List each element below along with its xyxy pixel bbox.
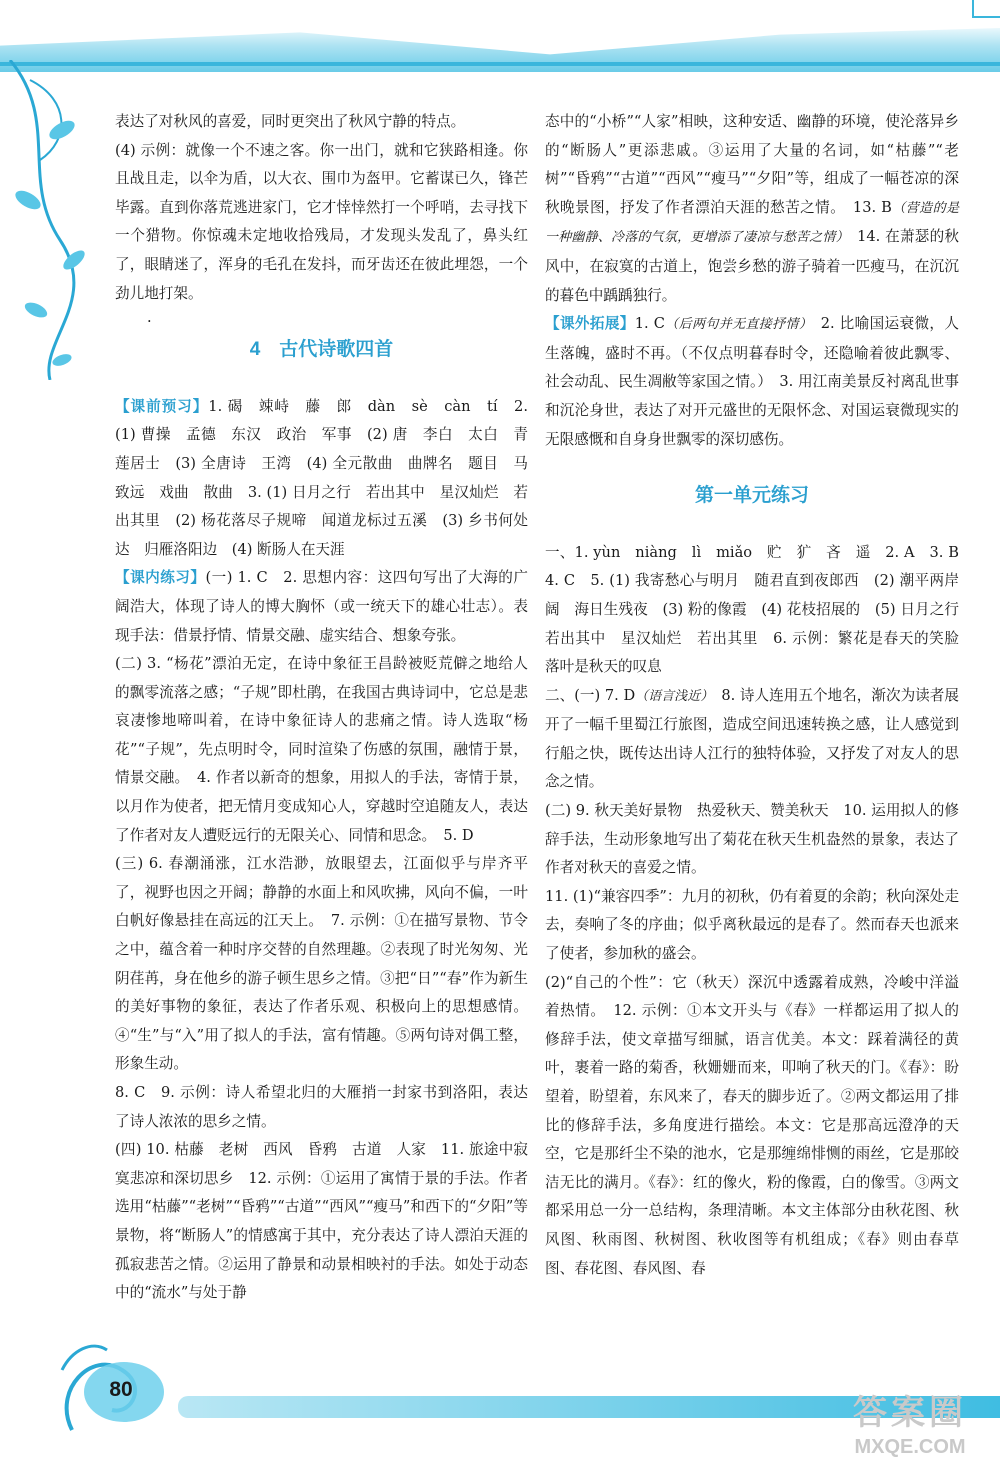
page-number: 80 <box>109 1378 133 1401</box>
header-line <box>0 62 1000 66</box>
class-block <box>115 564 528 650</box>
answer-text: 2. 比喻国运衰微，人生落魄，盛时不再。（不仅点明暮春时令，还隐喻着彼此飘零、社会动乱、民生凋敝等家国之情。） 3. 用江南美景反衬离乱世事和沉沦身世，表达了对开元盛世的无限怀念、对国运衰微现实的无限感慨和自身身世飘零的深切感伤。 <box>545 315 959 448</box>
extension-block <box>545 310 959 454</box>
preview-tag: 【课前预习】 <box>115 398 209 415</box>
class-tag: 【课内练习】 <box>115 570 206 587</box>
corner-mark <box>972 0 1000 18</box>
class-text: (一) 1. C 2. 思想内容：这四句写出了大海的广阔浩大，体现了诗人的博大胸怀（或一统天下的雄心壮志）。表现手法：借景抒情、情景交融、虚实结合、想象夸张。 <box>115 569 528 644</box>
watermark-url: MXQE.COM <box>854 1436 966 1458</box>
paragraph <box>545 682 959 797</box>
answer-text: 14. 在萧瑟的秋风中，在寂寞的古道上，饱尝乡愁的游子骑着一匹瘦马，在沉沉的暮色中踽踽独行。 <box>545 228 959 304</box>
paragraph: 11. (1)“兼容四季”：九月的初秋，仍有着夏的余韵；秋向深处走去，奏响了冬的序曲；似乎离秋最远的是春了。然而春天也派来了使者，参加秋的盛会。 <box>545 887 959 963</box>
paragraph: (二) 3. “杨花”漂泊无定，在诗中象征王昌龄被贬荒僻之地给人的飘零流落之感；“子规”即杜鹃，在我国古典诗词中，它总是悲哀凄惨地啼叫着，在诗中象征诗人的悲痛之情。诗人选取“杨花”“子规”，先点明时令，同时渲染了伤感的氛围，融情于景，情景交融。 4. 作者以新奇的想象，用拟人的手法，寄情于景，以月作为使者，把无情月变成知心人，穿越时空追随友人，表达了作者对友人遭贬远行的无限关心、同情和思念。 5. D <box>115 655 528 844</box>
unit-heading: 第一单元练习 <box>694 485 809 507</box>
dot-mark: · <box>147 313 152 331</box>
answer-text: 1. C <box>634 315 665 333</box>
right-column <box>545 108 974 1283</box>
watermark <box>830 1392 990 1472</box>
paragraph: (三) 6. 春潮涌涨，江水浩渺，放眼望去，江面似乎与岸齐平了，视野也因之开阔；静静的水面上和风吹拂，风向不偏，一叶白帆好像悬挂在高远的江天上。 7. 示例：①在描写景物、节令之中，蕴含着一种时序交替的自然理趣。②表现了时光匆匆、光阴荏苒，身在他乡的游子顿生思乡之情。③把“日”“春”作为新生的美好事物的象征，表达了作者乐观、积极向上的思想感情。④“生”与“入”用了拟人的手法，富有情趣。⑤两句诗对偶工整，形象生动。 <box>115 855 528 1073</box>
answer-text: 态中的“小桥”“人家”相映，这种安适、幽静的环境，使沦落异乡的“断肠人”更添悲戚。③运用了大量的名词，如“枯藤”“老树”“昏鸦”“古道”“西风”“瘦马”“夕阳”等，组成了一幅苍凉的深秋晚景图，抒发了作者漂泊天涯的愁苦之情。 13. B <box>545 113 959 216</box>
paragraph: 一、1. yùn niàng lì miǎo 贮 犷 吝 遥 2. A 3. B 4. C 5. (1) 我寄愁心与明月 随君直到夜郎西 (2) 潮平两岸阔 海日生残夜 (3) 粉的像霞 (4) 花枝招展的 (5) 日月之行 若出其中 星汉灿烂 若出其里 6. 示例：繁花是春天的笑脸 落叶是秋天的叹息 <box>545 543 974 676</box>
paragraph: 表达了对秋风的喜爱，同时更突出了秋风宁静的特点。 <box>115 113 466 130</box>
paragraph: (4) 示例：就像一个不速之客。你一出门，就和它狭路相逢。你且战且走，以伞为盾，以大衣、围巾为盔甲。它蓄谋已久，锋芒毕露。直到你落荒逃进家门，它才悻悻然打一个呼哨，去寻找下一个猎物。你惊魂未定地收拾残局，才发现头发乱了，鼻头红了，眼睛迷了，浑身的毛孔在发抖，而牙齿还在彼此埋怨，一个劲儿地打架。 <box>115 141 528 302</box>
watermark-title: 答案圈 <box>853 1394 967 1432</box>
preview-text: 1. 碣 竦峙 藤 郎 dàn sè càn tí 2. (1) 曹操 孟德 东汉 政治 军事 (2) 唐 李白 太白 青莲居士 (3) 全唐诗 王湾 (4) 全元散曲 曲牌名 题目 马致远 戏曲 散曲 3. (1) 日月之行 若出其中 星汉灿烂 若出其里 (2) 杨花落尽子规啼 闻道龙标过五溪 (3) 乡书何处达 归雁洛阳边 (4) 断肠人在天涯 <box>115 397 528 558</box>
answer-note: （营造的是一种幽静、冷落的气氛，更增添了凄凉与愁苦之情） <box>545 200 959 246</box>
preview-block <box>115 393 528 565</box>
vine-decoration-icon <box>0 60 110 380</box>
paragraph <box>545 108 959 310</box>
paragraph: 8. C 9. 示例：诗人希望北归的大雁捎一封家书到洛阳，表达了诗人浓浓的思乡之情。 <box>115 1084 528 1130</box>
paragraph: (四) 10. 枯藤 老树 西风 昏鸦 古道 人家 11. 旅途中寂寞悲凉和深切思乡 12. 示例：①运用了寓情于景的手法。作者选用“枯藤”“老树”“昏鸦”“古道”“西风”“瘦马”和西下的“夕阳”等景物，将“断肠人”的情感寓于其中，充分表达了诗人漂泊天涯的孤寂悲苦之情。②运用了静景和动景相映衬的手法。如处于动态中的“流水”与处于静 <box>115 1141 528 1302</box>
answer-text: 二、(一) 7. D <box>545 686 636 704</box>
section-heading: 4 古代诗歌四首 <box>249 339 394 361</box>
answer-note: （语言浅近） <box>635 688 707 704</box>
answer-note: （后两句并无直接抒情） <box>664 317 806 333</box>
paragraph: (2)“自己的个性”：它（秋天）深沉中透露着成熟，冷峻中洋溢着热情。 12. 示例：①本文开头与《春》一样都运用了拟人的修辞手法，使文章描写细腻，语言优美。本文：踩着满径的黄叶，裹着一路的菊香，秋姗姗而来，叩响了秋天的门。《春》：盼望着，盼望着，东风来了，春天的脚步近了。②两文都运用了排比的修辞手法，多角度进行描绘。本文：它是那高远澄净的天空，它是那纤尘不染的池水，它是那缠绵悱恻的雨丝，它是那皎洁无比的满月。《春》：红的像火，粉的像霞，白的像雪。③两文都采用总一分一总结构，条理清晰。本文主体部分由秋花图、秋风图、秋雨图、秋树图、秋收图等有机组成；《春》则由春草图、春花图、春风图、春 <box>545 973 959 1277</box>
paragraph: (二) 9. 秋天美好景物 热爱秋天、赞美秋天 10. 运用拟人的修辞手法，生动形象地写出了菊花在秋天生机盎然的景象，表达了作者对秋天的喜爱之情。 <box>545 802 959 877</box>
extension-tag: 【课外拓展】 <box>545 316 635 333</box>
left-column <box>115 108 528 1308</box>
answer-text: 8. 诗人连用五个地名，渐次为读者展开了一幅千里蜀江行旅图，造成空间迅速转换之感，让人感觉到行船之快，既传达出诗人江行的独特体验，又抒发了对友人的思念之情。 <box>545 686 959 791</box>
